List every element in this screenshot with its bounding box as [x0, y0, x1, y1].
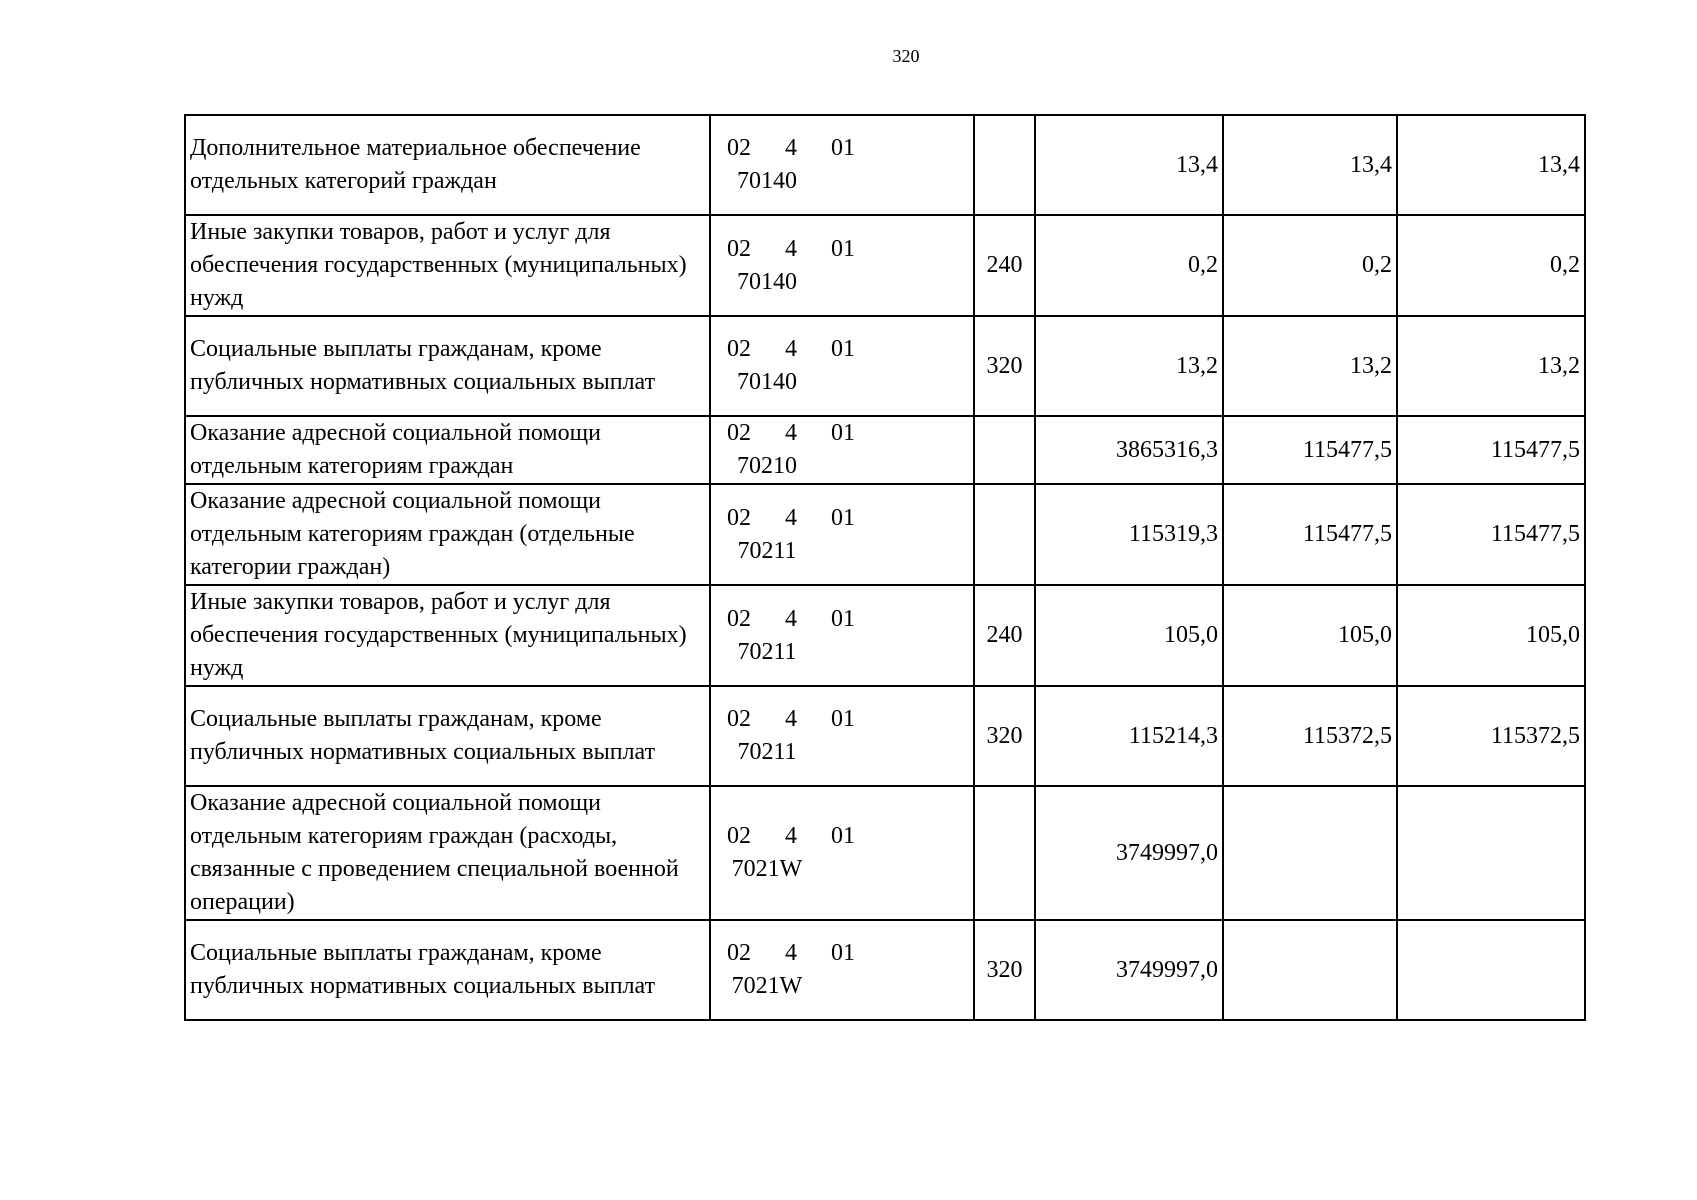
expense-type-code: 320: [974, 920, 1035, 1020]
sum-year-1: 115319,3: [1035, 484, 1223, 585]
table-row: [185, 416, 1585, 484]
sum-year-2: [1223, 920, 1397, 1020]
sum-year-2: 13,4: [1223, 115, 1397, 215]
expense-type-code: [974, 115, 1035, 215]
row-code: [710, 316, 974, 416]
sum-year-2: 0,2: [1223, 215, 1397, 316]
row-name: Иные закупки товаров, работ и услуг для обеспечения государственных (муниципальных) нужд: [185, 215, 710, 316]
table-row: [185, 484, 1585, 585]
target-code: 70140: [737, 168, 797, 194]
sum-year-1: 0,2: [1035, 215, 1223, 316]
target-code: 70210: [737, 453, 797, 479]
sum-year-3: 13,4: [1397, 115, 1585, 215]
razdel-code: 02: [727, 823, 751, 849]
table-row: [185, 686, 1585, 786]
expense-type-code: 240: [974, 585, 1035, 686]
razdel-code: 02: [727, 706, 751, 732]
razdel-code: 02: [727, 605, 751, 632]
sum-year-2: 115477,5: [1223, 416, 1397, 484]
row-name: Социальные выплаты гражданам, кроме публичных нормативных социальных выплат: [185, 316, 710, 416]
program-code: 4: [785, 135, 797, 161]
row-name: Оказание адресной социальной помощи отдельным категориям граждан (расходы, связанные с проведением специальной военной операции): [185, 786, 710, 920]
razdel-code: 02: [727, 336, 751, 362]
expense-type-code: [974, 416, 1035, 484]
sum-year-3: 105,0: [1397, 585, 1585, 686]
subprogram-code: 01: [831, 605, 855, 632]
table-row: [185, 920, 1585, 1020]
program-code: 4: [785, 420, 797, 446]
subprogram-code: 01: [831, 336, 855, 362]
sum-year-1: 3749997,0: [1035, 920, 1223, 1020]
row-name: Социальные выплаты гражданам, кроме публичных нормативных социальных выплат: [185, 686, 710, 786]
row-name: Оказание адресной социальной помощи отдельным категориям граждан (отдельные категории граждан): [185, 484, 710, 585]
subprogram-code: 01: [831, 135, 855, 161]
row-code: [710, 786, 974, 920]
row-name: Оказание адресной социальной помощи отдельным категориям граждан: [185, 416, 710, 484]
row-code: [710, 115, 974, 215]
table-row: [185, 115, 1585, 215]
target-code: 70211: [737, 638, 797, 665]
program-code: 4: [785, 235, 797, 262]
subprogram-code: 01: [831, 504, 855, 531]
program-code: 4: [785, 940, 797, 966]
subprogram-code: 01: [831, 823, 855, 849]
sum-year-3: 13,2: [1397, 316, 1585, 416]
target-code: 70140: [737, 268, 797, 295]
sum-year-1: 105,0: [1035, 585, 1223, 686]
subprogram-code: 01: [831, 706, 855, 732]
sum-year-3: [1397, 920, 1585, 1020]
row-name: Социальные выплаты гражданам, кроме публичных нормативных социальных выплат: [185, 920, 710, 1020]
table-row: [185, 316, 1585, 416]
sum-year-1: 13,2: [1035, 316, 1223, 416]
program-code: 4: [785, 336, 797, 362]
subprogram-code: 01: [831, 235, 855, 262]
sum-year-3: [1397, 786, 1585, 920]
razdel-code: 02: [727, 135, 751, 161]
sum-year-3: 115372,5: [1397, 686, 1585, 786]
program-code: 4: [785, 706, 797, 732]
table-row: [185, 585, 1585, 686]
sum-year-2: 115477,5: [1223, 484, 1397, 585]
subprogram-code: 01: [831, 940, 855, 966]
expense-type-code: 320: [974, 316, 1035, 416]
budget-table: [184, 114, 1586, 1021]
row-code: [710, 484, 974, 585]
target-code: 7021W: [731, 856, 803, 882]
program-code: 4: [785, 605, 797, 632]
expense-type-code: 320: [974, 686, 1035, 786]
expense-type-code: [974, 484, 1035, 585]
sum-year-2: 13,2: [1223, 316, 1397, 416]
sum-year-3: 115477,5: [1397, 484, 1585, 585]
razdel-code: 02: [727, 235, 751, 262]
sum-year-3: 115477,5: [1397, 416, 1585, 484]
sum-year-1: 3749997,0: [1035, 786, 1223, 920]
sum-year-2: 115372,5: [1223, 686, 1397, 786]
expense-type-code: 240: [974, 215, 1035, 316]
row-name: Иные закупки товаров, работ и услуг для обеспечения государственных (муниципальных) нужд: [185, 585, 710, 686]
program-code: 4: [785, 504, 797, 531]
sum-year-1: 13,4: [1035, 115, 1223, 215]
subprogram-code: 01: [831, 420, 855, 446]
sum-year-2: 105,0: [1223, 585, 1397, 686]
target-code: 70140: [737, 369, 797, 395]
row-name: Дополнительное материальное обеспечение отдельных категорий граждан: [185, 115, 710, 215]
sum-year-1: 115214,3: [1035, 686, 1223, 786]
row-code: [710, 920, 974, 1020]
target-code: 70211: [737, 739, 797, 765]
razdel-code: 02: [727, 940, 751, 966]
page-number: 320: [892, 46, 920, 66]
program-code: 4: [785, 823, 797, 849]
sum-year-3: 0,2: [1397, 215, 1585, 316]
table-row: [185, 215, 1585, 316]
target-code: 70211: [737, 537, 797, 564]
row-code: [710, 416, 974, 484]
row-code: [710, 585, 974, 686]
sum-year-1: 3865316,3: [1035, 416, 1223, 484]
expense-type-code: [974, 786, 1035, 920]
razdel-code: 02: [727, 504, 751, 531]
row-code: [710, 686, 974, 786]
sum-year-2: [1223, 786, 1397, 920]
row-code: [710, 215, 974, 316]
razdel-code: 02: [727, 420, 751, 446]
table-row: [185, 786, 1585, 920]
target-code: 7021W: [731, 973, 803, 999]
